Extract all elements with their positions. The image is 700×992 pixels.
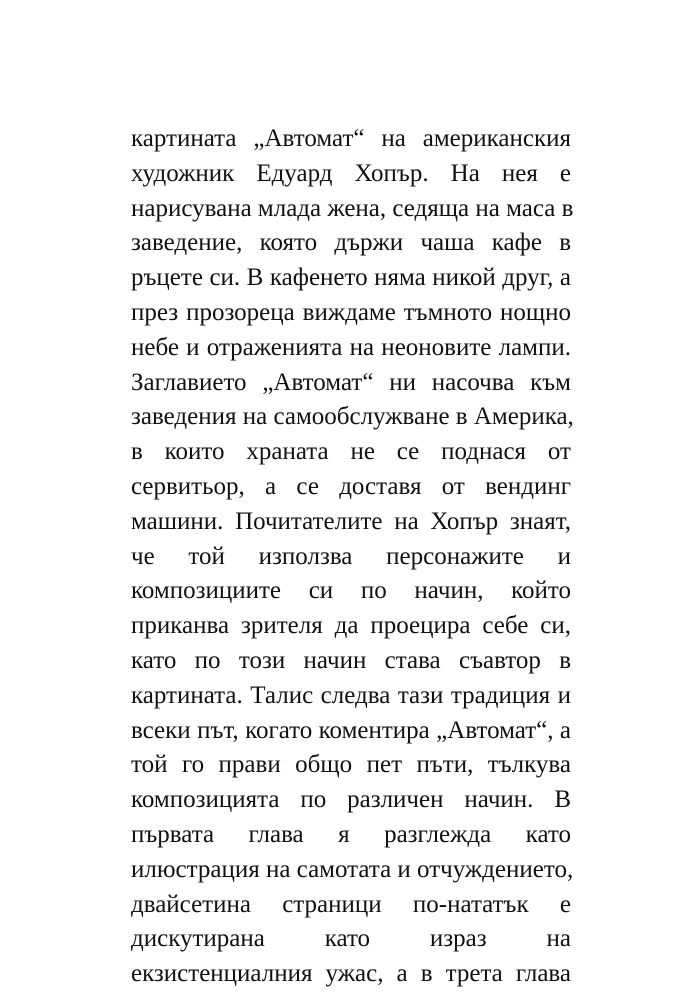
text-line: екзистенциалния ужас, а в трета глава <box>131 960 571 988</box>
text-line: машини. Почитателите на Хопър знаят, <box>131 507 571 535</box>
text-line: композициите си по начин, който <box>131 577 571 605</box>
text-line: художник Едуард Хопър. На нея е <box>131 159 571 187</box>
text-line: че той използва персонажите и <box>131 542 571 570</box>
text-line: небе и отраженията на неоновите лампи. <box>131 333 571 361</box>
text-line: дискутирана като израз на <box>131 925 571 953</box>
body-paragraph <box>131 122 574 992</box>
text-line: нарисувана млада жена, седяща на маса в <box>131 194 574 222</box>
text-line: илюстрация на самотата и отчуждението, <box>131 855 574 883</box>
text-line: сервитьор, а се доставя от вендинг <box>131 472 571 500</box>
text-line: той го прави общо пет пъти, тълкува <box>131 751 571 779</box>
text-line: първата глава я разглежда като <box>131 820 571 848</box>
text-line: ръцете си. В кафенето няма никой друг, а <box>131 264 571 292</box>
text-line: двайсетина страници по-нататък е <box>131 890 571 918</box>
text-line: всеки път, когато коментира „Автомат“, а <box>131 716 571 744</box>
text-line: картината. Талис следва тази традиция и <box>131 681 571 709</box>
text-line: заведения на самообслужване в Америка, <box>131 403 574 431</box>
text-line: приканва зрителя да проецира себе си, <box>131 612 571 640</box>
text-line: заведение, която държи чаша кафе в <box>131 229 571 257</box>
text-line: като по този начин става съавтор в <box>131 646 571 674</box>
text-line: Заглавието „Автомат“ ни насочва към <box>131 368 571 396</box>
text-line: в които храната не се поднася от <box>131 438 571 466</box>
text-line: композицията по различен начин. В <box>131 786 571 814</box>
text-line: картината „Автомат“ на американския <box>131 125 571 152</box>
text-line: през прозореца виждаме тъмното нощно <box>131 298 571 326</box>
